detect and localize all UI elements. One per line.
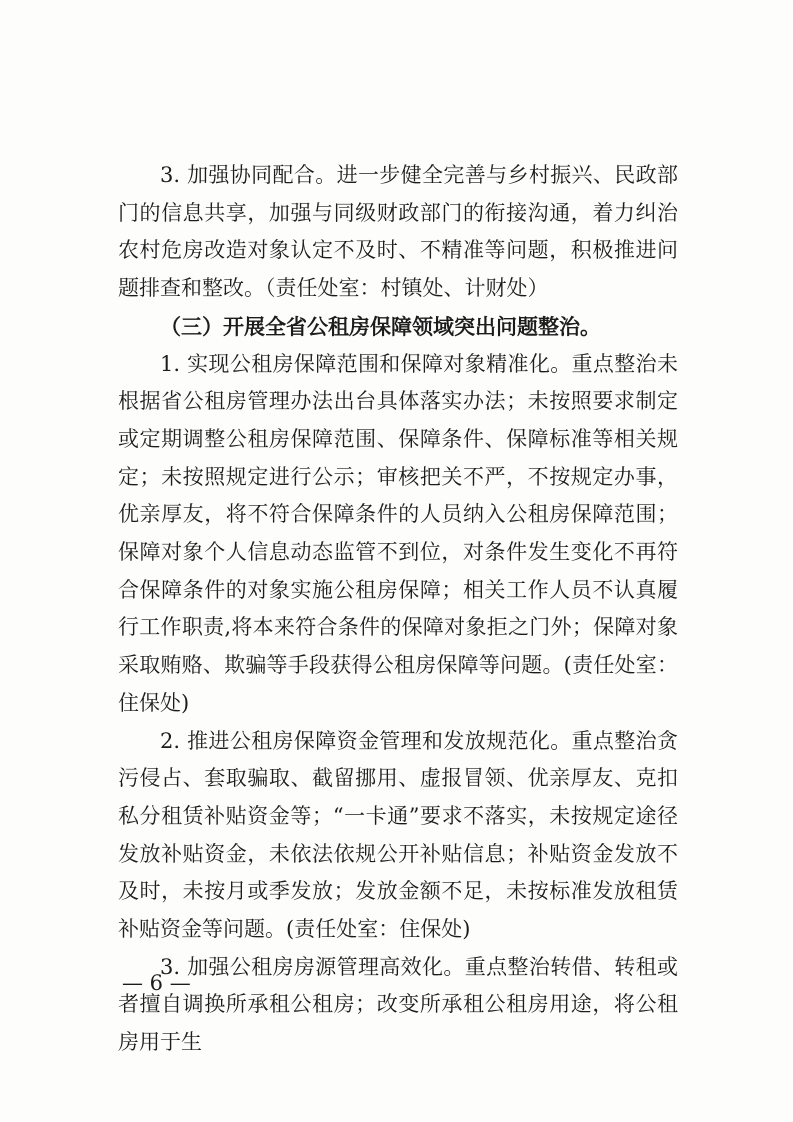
document-body	[118, 157, 678, 1062]
paragraph-housing-management: 3. 加强公租房房源管理高效化。重点整治转借、转租或者擅自调换所承租公租房；改变所承租公租房用途，将公租房用于生	[118, 954, 678, 1055]
section-heading-public-rental-housing: （三）开展全省公租房保障领域突出问题整治。	[160, 313, 601, 339]
paragraph-scope-precision: 1. 实现公租房保障范围和保障对象精准化。重点整治未根据省公租房管理办法出台具体落实办法；未按照要求制定或定期调整公租房保障范围、保障条件、保障标准等相关规定；未按照规定进行公示；审核把关不严，不按规定办事，优亲厚友，将不符合保障条件的人员纳入公租房保障范围；保障对象个人信息动态监管不到位，对条件发生变化不再符合保障条件的对象实施公租房保障；相关工作人员不认真履行工作职责,将本来符合条件的保障对象拒之门外；保障对象采取贿赂、欺骗等手段获得公租房保障等问题。(责任处室：住保处)	[118, 351, 678, 715]
paragraph-fund-management: 2. 推进公租房保障资金管理和发放规范化。重点整治贪污侵占、套取骗取、截留挪用、虚报冒领、优亲厚友、克扣私分租赁补贴资金等；“一卡通”要求不落实，未按规定途径发放补贴资金，未依法依规公开补贴信息；补贴资金发放不及时，未按月或季发放；发放金额不足，未按标准发放租赁补贴资金等问题。(责任处室：住保处)	[118, 728, 678, 942]
page-number: — 6 —	[122, 971, 191, 995]
paragraph-coordination: 3. 加强协同配合。进一步健全完善与乡村振兴、民政部门的信息共享，加强与同级财政部门的衔接沟通，着力纠治农村危房改造对象认定不及时、不精准等问题，积极推进问题排查和整改。（责任处室：村镇处、计财处）	[118, 163, 678, 301]
